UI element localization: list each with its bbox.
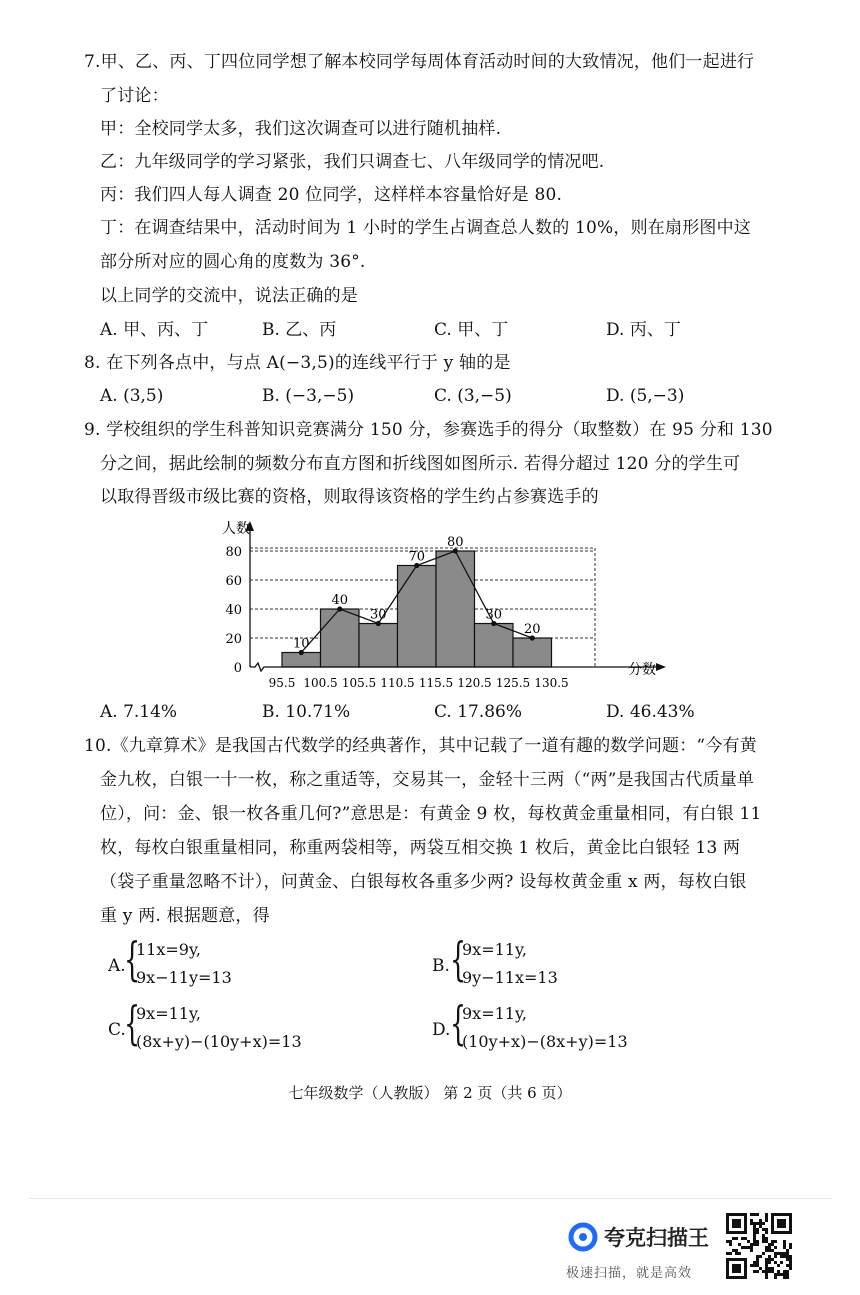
q9-line-2: 分之间，据此绘制的频数分布直方图和折线图如图所示. 若得分超过 120 分的学生可 — [100, 454, 741, 474]
q10-option-a-label[interactable]: A. — [108, 956, 126, 976]
q7-line-6: 丁：在调查结果中，活动时间为 1 小时的学生占调查总人数的 10%，则在扇形图中这 — [100, 218, 752, 238]
q10-line-1: 10.《九章算术》是我国古代数学的经典著作，其中记载了一道有趣的数学问题：“今有黄 — [84, 736, 757, 756]
x-axis-arrow — [656, 663, 666, 671]
x-axis-label: 分数 — [628, 662, 656, 678]
equation-1: 9x=11y, — [462, 940, 527, 959]
q9-option-c[interactable]: C. 17.86% — [434, 702, 523, 722]
q9-option-b[interactable]: B. 10.71% — [262, 702, 351, 722]
q9-option-d[interactable]: D. 46.43% — [606, 702, 695, 722]
q7-line-4: 乙：九年级同学的学习紧张，我们只调查七、八年级同学的情况吧. — [100, 152, 605, 172]
brace-icon: { — [124, 996, 141, 1050]
q8-option-d[interactable]: D. (5,−3) — [606, 386, 685, 406]
bar-data-label: 40 — [331, 593, 349, 608]
equation-1: 9x=11y, — [462, 1004, 527, 1023]
q10-line-3: 位），问：金、银一枚各重几何?”意思是：有黄金 9 枚，每枚黄金重量相同，有白银 11 — [100, 804, 762, 824]
qr-code-icon — [726, 1213, 794, 1281]
histogram-bar — [513, 638, 552, 667]
q8-option-a[interactable]: A. (3,5) — [100, 386, 164, 406]
equation-1: 11x=9y, — [136, 940, 201, 959]
q9-line-3: 以取得晋级市级比赛的资格，则取得该资格的学生约占参赛选手的 — [100, 487, 599, 507]
x-tick-label: 125.5 — [495, 676, 531, 690]
q10-line-2: 金九枚，白银一十一枚，称之重适等，交易其一，金轻十三两（“两”是我国古代质量单 — [100, 770, 755, 790]
histogram-bar — [321, 609, 360, 667]
q10-line-6: 重 y 两. 根据题意，得 — [100, 906, 270, 926]
q10-line-4: 枚，每枚白银重量相同，称重两袋相等，两袋互相交换 1 枚后，黄金比白银轻 13 两 — [100, 838, 741, 858]
q7-option-b[interactable]: B. 乙、丙 — [262, 320, 337, 340]
q7-line-5: 丙：我们四人每人调查 20 位同学，这样样本容量恰好是 80. — [100, 185, 563, 205]
bar-data-label: 30 — [485, 607, 503, 623]
scanner-logo-icon — [568, 1222, 598, 1252]
bar-data-label: 30 — [369, 607, 387, 623]
q9-option-a[interactable]: A. 7.14% — [100, 702, 178, 722]
y-tick-label: 40 — [225, 603, 242, 618]
histogram-bar — [475, 624, 514, 668]
equation-2: (10y+x)−(8x+y)=13 — [462, 1032, 628, 1051]
brand-tagline: 极速扫描，就是高效 — [566, 1266, 693, 1281]
q10-option-d-label[interactable]: D. — [432, 1020, 451, 1040]
q8-option-b[interactable]: B. (−3,−5) — [262, 386, 355, 406]
x-tick-label: 100.5 — [303, 676, 338, 690]
equation-2: 9y−11x=13 — [462, 968, 558, 987]
q7-line-8: 以上同学的交流中，说法正确的是 — [100, 286, 358, 306]
brace-icon: { — [450, 996, 467, 1050]
brand-name: 夸克扫描王 — [604, 1226, 709, 1250]
x-tick-label: 105.5 — [341, 676, 377, 690]
y-tick-label: 80 — [225, 545, 242, 560]
q10-option-b-label[interactable]: B. — [432, 956, 450, 976]
bar-data-label: 10 — [292, 636, 310, 652]
q10-option-b-system[interactable] — [450, 932, 650, 988]
x-tick-label: 95.5 — [268, 676, 296, 690]
q7-line-3: 甲：全校同学太多，我们这次调查可以进行随机抽样. — [100, 119, 502, 139]
q10-option-a-system[interactable] — [124, 932, 324, 988]
divider — [28, 1198, 832, 1199]
q10-line-5: （袋子重量忽略不计），问黄金、白银每枚各重多少两? 设每枚黄金重 x 两，每枚白银 — [100, 872, 747, 892]
q8-option-c[interactable]: C. (3,−5) — [434, 386, 512, 406]
y-axis-label: 人数 — [222, 521, 250, 537]
q8-line-1: 8. 在下列各点中，与点 A(−3,5)的连线平行于 y 轴的是 — [84, 353, 511, 373]
bar-data-label: 70 — [408, 549, 426, 565]
q7-line-2: 了讨论： — [100, 86, 169, 106]
y-tick-label: 20 — [225, 632, 242, 647]
bar-data-label: 80 — [446, 535, 464, 550]
page-footer: 七年级数学（人教版） 第 2 页（共 6 页） — [288, 1084, 572, 1102]
q10-option-d-system[interactable] — [450, 996, 710, 1052]
y-tick-label: 60 — [225, 574, 242, 589]
q7-option-a[interactable]: A. 甲、丙、丁 — [100, 320, 209, 340]
q7-option-d[interactable]: D. 丙、丁 — [606, 320, 681, 340]
histogram-chart — [208, 515, 678, 690]
x-tick-label: 110.5 — [380, 676, 415, 690]
q9-line-1: 9. 学校组织的学生科普知识竞赛满分 150 分，参赛选手的得分（取整数）在 95 分和 130 — [84, 420, 773, 440]
q7-line-1: 7.甲、乙、丙、丁四位同学想了解本校同学每周体育活动时间的大致情况，他们一起进行 — [84, 52, 755, 72]
q7-line-7: 部分所对应的圆心角的度数为 36°. — [100, 252, 366, 272]
q7-option-c[interactable]: C. 甲、丁 — [434, 320, 509, 340]
equation-2: 9x−11y=13 — [136, 968, 232, 987]
x-tick-label: 130.5 — [534, 676, 569, 690]
q10-option-c-system[interactable] — [124, 996, 384, 1052]
bar-data-label: 20 — [523, 622, 541, 637]
q10-option-c-label[interactable]: C. — [108, 1020, 126, 1040]
equation-1: 9x=11y, — [136, 1004, 201, 1023]
x-tick-label: 115.5 — [418, 676, 454, 690]
y-tick-label: 0 — [233, 661, 242, 676]
brace-icon: { — [124, 932, 141, 986]
brace-icon: { — [450, 932, 467, 986]
histogram-bar — [398, 566, 437, 668]
equation-2: (8x+y)−(10y+x)=13 — [136, 1032, 302, 1051]
x-tick-label: 120.5 — [457, 676, 492, 690]
histogram-bar — [359, 624, 398, 668]
histogram-bar — [436, 551, 475, 667]
